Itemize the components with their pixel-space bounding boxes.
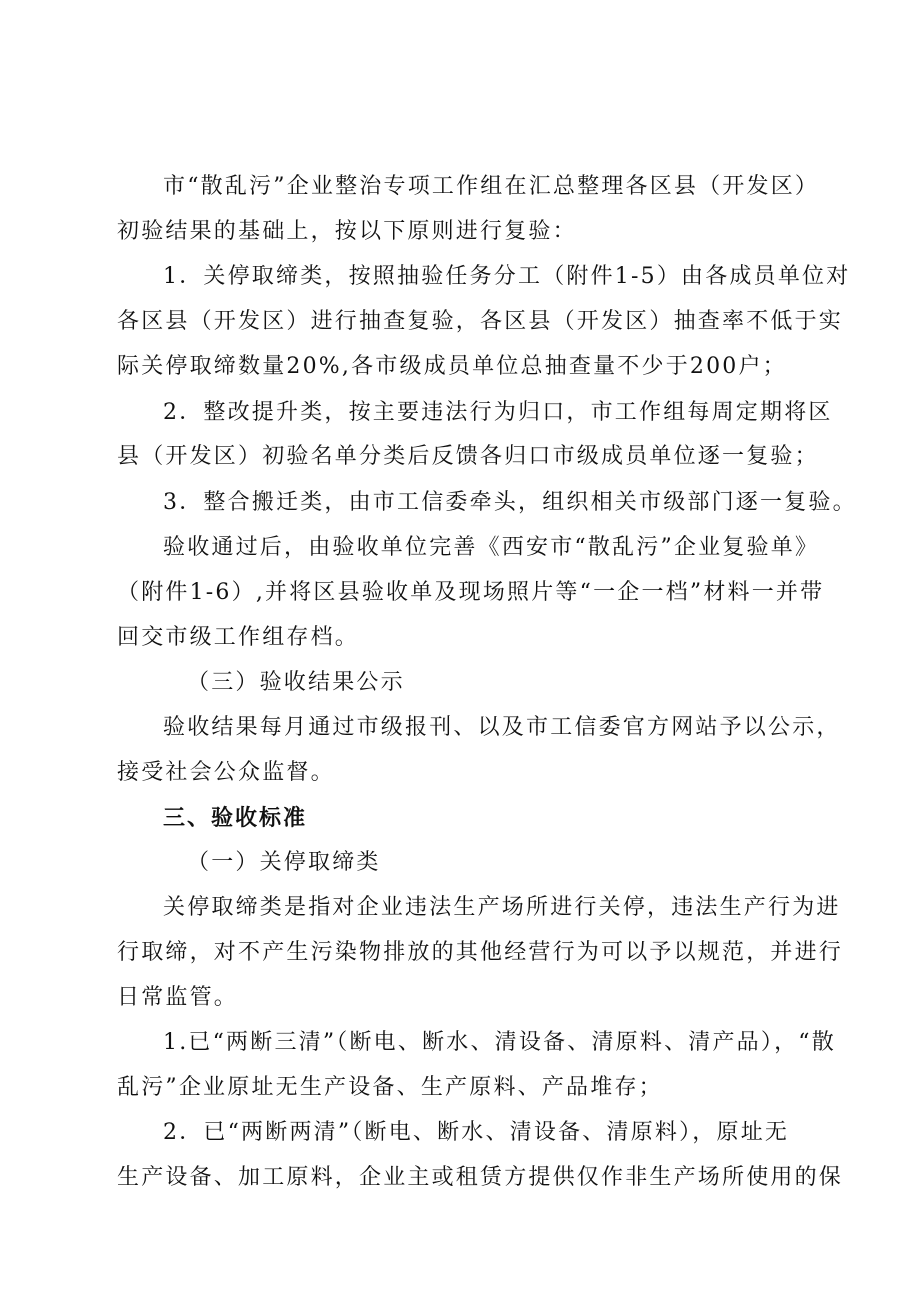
paragraph-line: 各区县（开发区）进行抽查复验，各区县（开发区）抽查率不低于实 [117,309,844,334]
list-item-line: 1.已“两断三清”（断电、断水、清设备、清原料、清产品），“散 [163,1030,836,1055]
paragraph-line: 接受社会公众监督。 [117,760,335,785]
paragraph-line: 乱污”企业原址无生产设备、生产原料、产品堆存； [117,1075,663,1100]
paragraph-line: 回交市级工作组存档。 [117,625,360,650]
paragraph-line: 关停取缔类是指对企业违法生产场所进行关停，违法生产行为进 [163,895,841,920]
paragraph-line: （附件1-6）,并将区县验收单及现场照片等“一企一档”材料一并带 [117,580,825,605]
list-item-line: 2．已“两断两清”（断电、断水、清设备、清原料），原址无 [163,1120,790,1145]
paragraph-line: 初验结果的基础上，按以下原则进行复验： [117,219,577,244]
paragraph-line: 行取缔，对不产生污染物排放的其他经营行为可以予以规范，并进行 [117,940,844,965]
list-item-line: 2．整改提升类，按主要违法行为归口，市工作组每周定期将区 [163,400,833,425]
list-item-line: 1．关停取缔类，按照抽验任务分工（附件1-5）由各成员单位对 [163,264,851,289]
list-item-line: 3．整合搬迁类，由市工信委牵头，组织相关市级部门逐一复验。 [163,490,857,515]
paragraph-line: 市“散乱污”企业整治专项工作组在汇总整理各区县（开发区） [163,174,820,199]
paragraph-line: 验收结果每月通过市级报刊、以及市工信委官方网站予以公示， [163,715,841,740]
paragraph-line: 际关停取缔数量20%,各市级成员单位总抽查量不少于200户； [117,354,787,379]
paragraph-line: 验收通过后，由验收单位完善《西安市“散乱污”企业复验单》 [163,535,820,560]
section-heading: 三、验收标准 [163,805,308,831]
paragraph-line: 日常监管。 [117,985,239,1010]
subsection-heading: （三）验收结果公示 [187,670,405,695]
paragraph-line: 县（开发区）初验名单分类后反馈各归口市级成员单位逐一复验； [117,444,819,469]
subsection-heading: （一）关停取缔类 [187,850,381,875]
paragraph-line: 生产设备、加工原料，企业主或租赁方提供仅作非生产场所使用的保 [117,1165,844,1190]
